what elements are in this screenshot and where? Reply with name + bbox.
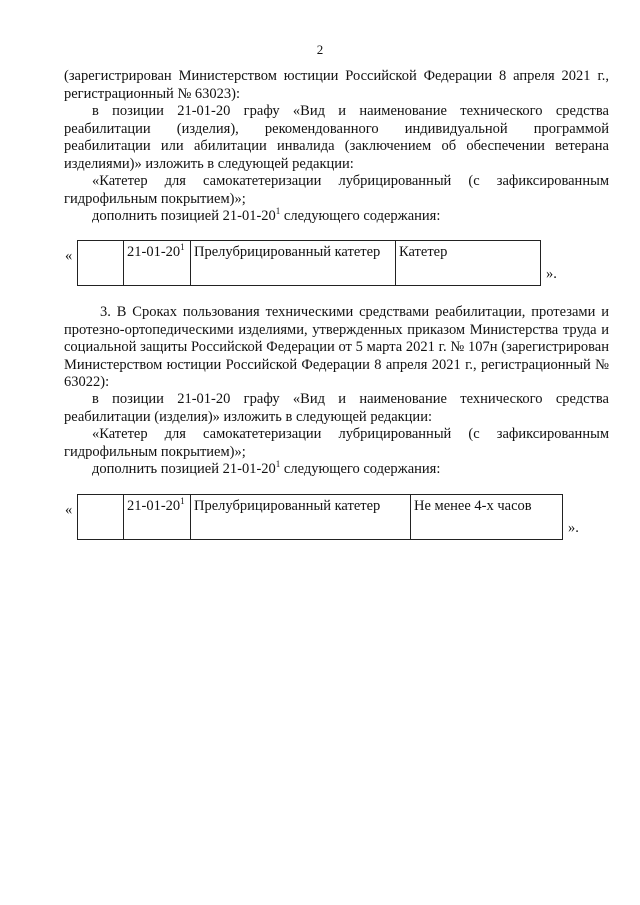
page-number: 2 bbox=[316, 42, 324, 57]
paragraph-position-column-2: в позиции 21-01-20 графу «Вид и наименование технического средства реабилитации (изделия)» изложить в следующей редакции: bbox=[64, 391, 609, 425]
add-position-tail: следующего содержания: bbox=[280, 461, 441, 477]
table-cell-name: Прелубрицированный катетер bbox=[191, 241, 396, 286]
table-row bbox=[78, 241, 541, 286]
table2-open-quote: « bbox=[65, 502, 73, 518]
table-cell-item: Катетер bbox=[396, 241, 541, 286]
superscript: 1 bbox=[180, 242, 185, 253]
table-position-1 bbox=[77, 240, 541, 286]
table2-close-quote: ». bbox=[568, 520, 579, 536]
table-cell-empty bbox=[78, 495, 124, 540]
table1-open-quote: « bbox=[65, 248, 73, 264]
table-position-2 bbox=[77, 494, 563, 540]
add-position-text: дополнить позицией 21-01-20 bbox=[92, 461, 276, 477]
table-row bbox=[78, 495, 563, 540]
table-cell-empty bbox=[78, 241, 124, 286]
add-position-tail: следующего содержания: bbox=[280, 208, 441, 224]
table-cell-term: Не менее 4-х часов bbox=[411, 495, 563, 540]
paragraph-add-position-2 bbox=[64, 461, 609, 479]
paragraph-registration-1: (зарегистрирован Министерством юстиции Российской Федерации 8 апреля 2021 г., регистрационный № 63023): bbox=[64, 68, 609, 102]
table-cell-code bbox=[124, 241, 191, 286]
table-cell-code bbox=[124, 495, 191, 540]
add-position-text: дополнить позицией 21-01-20 bbox=[92, 208, 276, 224]
superscript: 1 bbox=[180, 496, 185, 507]
paragraph-new-wording-2: «Катетер для самокатетеризации лубрицированный (с зафиксированным гидрофильным покрытием)»; bbox=[64, 426, 609, 460]
superscript: 1 bbox=[275, 206, 281, 217]
paragraph-add-position-1 bbox=[64, 208, 609, 226]
paragraph-new-wording-1: «Катетер для самокатетеризации лубрицированный (с зафиксированным гидрофильным покрытием)»; bbox=[64, 173, 609, 207]
code-text: 21-01-20 bbox=[127, 244, 181, 260]
table-cell-name: Прелубрицированный катетер bbox=[191, 495, 411, 540]
paragraph-position-column-1: в позиции 21-01-20 графу «Вид и наименование технического средства реабилитации (изделия), рекомендованного индивидуальной программой реабилитации или абилитации инвалида (заключением об обеспечении ветерана изделиями)» изложить в следующей редакции: bbox=[64, 103, 609, 172]
table1-close-quote: ». bbox=[546, 266, 557, 282]
superscript: 1 bbox=[275, 459, 281, 470]
code-text: 21-01-20 bbox=[127, 498, 181, 514]
paragraph-section-3: 3. В Сроках пользования техническими средствами реабилитации, протезами и протезно-ортопедическими изделиями, утвержденных приказом Министерства труда и социальной защиты Российской Федерации от 5 марта 2021 г. № 107н (зарегистрирован Министерством юстиции Российской Федерации 8 апреля 2021 г., регистрационный № 63022): bbox=[64, 304, 609, 390]
